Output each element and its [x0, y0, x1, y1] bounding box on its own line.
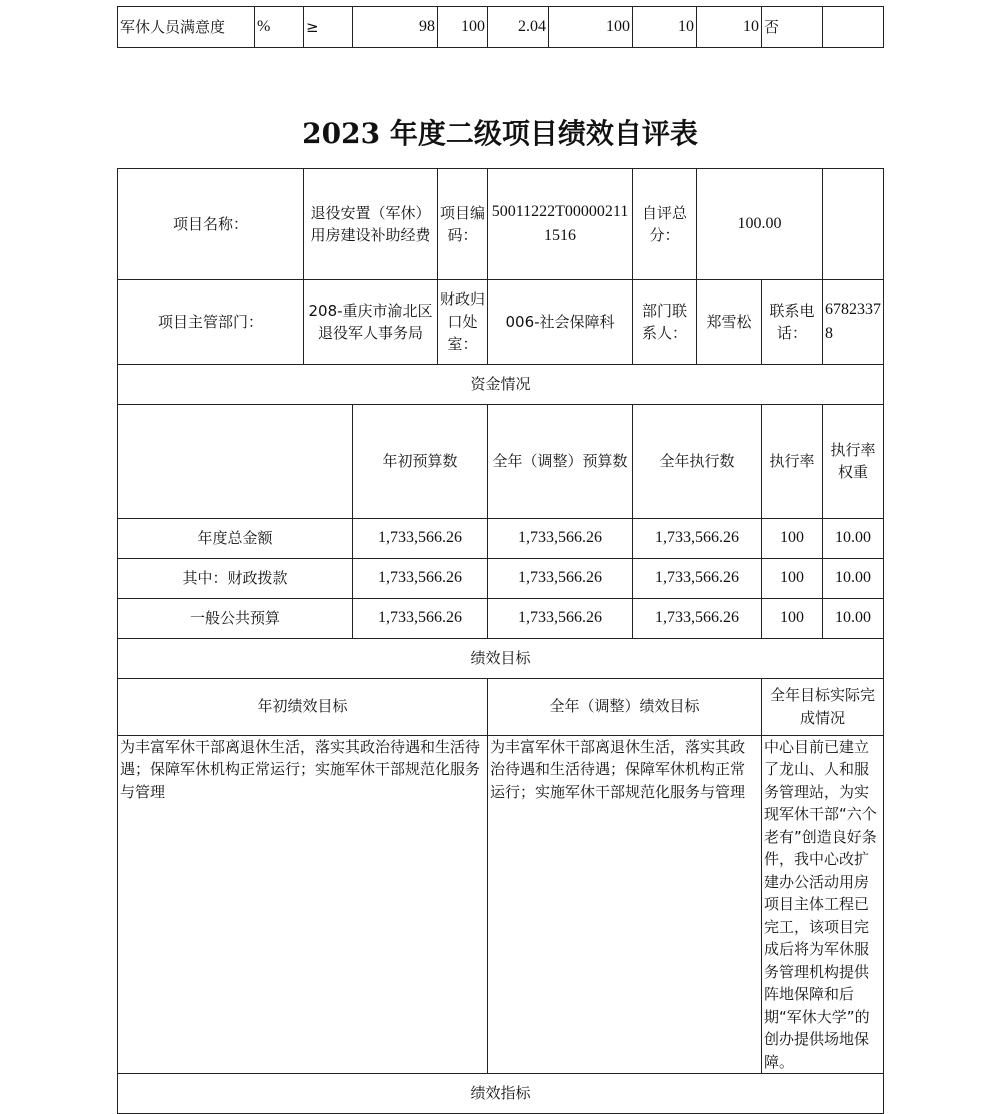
goal-header-actual: 全年目标实际完成情况 [762, 678, 884, 735]
score-value: 100.00 [697, 169, 823, 280]
goals-header-row [118, 678, 884, 735]
funds-rate: 100 [762, 558, 823, 598]
phone-value: 67823378 [823, 280, 884, 365]
funds-header-blank [118, 405, 353, 519]
header-rate: 执行率 [762, 405, 823, 519]
satisfaction-row [118, 7, 884, 48]
project-name-label: 项目名称： [118, 169, 304, 280]
funds-section-title: 资金情况 [118, 365, 884, 405]
goals-content-row [118, 735, 884, 1074]
funds-rate: 100 [762, 518, 823, 558]
indicator-unit: % [255, 7, 304, 48]
indicator-value-2: 2.04 [488, 7, 549, 48]
project-code-label: 项目编码： [438, 169, 488, 280]
funds-section-row [118, 365, 884, 405]
indicator-operator: ≥ [304, 7, 353, 48]
office-label: 财政归口处室： [438, 280, 488, 365]
dept-value: 208-重庆市渝北区退役军人事务局 [304, 280, 438, 365]
goal-initial-text: 为丰富军休干部离退休生活，落实其政治待遇和生活待遇；保障军休机构正常运行；实施军休干部规范化服务与管理 [118, 735, 488, 1074]
indicator-deviation: 否 [762, 7, 823, 48]
header-adjusted-budget: 全年（调整）预算数 [488, 405, 633, 519]
goal-header-initial: 年初绩效目标 [118, 678, 488, 735]
funds-initial: 1,733,566.26 [353, 518, 488, 558]
department-row [118, 280, 884, 365]
indicator-value-4: 10 [633, 7, 697, 48]
project-name: 退役安置（军休）用房建设补助经费 [304, 169, 438, 280]
page-title: 2023 年度二级项目绩效自评表 [302, 117, 698, 150]
contact-label: 部门联系人： [633, 280, 697, 365]
dept-label: 项目主管部门： [118, 280, 304, 365]
funds-row-label: 一般公共预算 [118, 598, 353, 638]
indicator-target: 98 [353, 7, 438, 48]
funds-weight: 10.00 [823, 518, 884, 558]
indicator-actual: 100 [438, 7, 488, 48]
header-initial-budget: 年初预算数 [353, 405, 488, 519]
funds-rate: 100 [762, 598, 823, 638]
indicator-value-3: 100 [549, 7, 633, 48]
phone-label: 联系电话： [762, 280, 823, 365]
funds-row-label: 其中：财政拨款 [118, 558, 353, 598]
funds-initial: 1,733,566.26 [353, 558, 488, 598]
goal-actual-text: 中心目前已建立了龙山、人和服务管理站，为实现军休干部“六个老有”创造良好条件，我中心改扩建办公活动用房项目主体工程已完工，该项目完成后将为军休服务管理机构提供阵地保障和后期“军休大学”的创办提供场地保障。 [762, 735, 884, 1074]
project-row [118, 169, 884, 280]
header-executed: 全年执行数 [633, 405, 762, 519]
indicators-section-title: 绩效指标 [118, 1074, 884, 1114]
goal-header-adjusted: 全年（调整）绩效目标 [488, 678, 762, 735]
funds-row [118, 558, 884, 598]
funds-executed: 1,733,566.26 [633, 518, 762, 558]
goal-adjusted-text: 为丰富军休干部离退休生活，落实其政治待遇和生活待遇；保障军休机构正常运行；实施军休干部规范化服务与管理 [488, 735, 762, 1074]
contact-value: 郑雪松 [697, 280, 762, 365]
funds-adjusted: 1,733,566.26 [488, 518, 633, 558]
self-evaluation-table [117, 168, 884, 1114]
goals-section-row [118, 638, 884, 678]
header-weight: 执行率权重 [823, 405, 884, 519]
goals-section-title: 绩效目标 [118, 638, 884, 678]
funds-row [118, 518, 884, 558]
funds-header-row [118, 405, 884, 519]
funds-adjusted: 1,733,566.26 [488, 558, 633, 598]
score-label: 自评总分： [633, 169, 697, 280]
funds-executed: 1,733,566.26 [633, 598, 762, 638]
funds-weight: 10.00 [823, 558, 884, 598]
funds-row [118, 598, 884, 638]
previous-indicator-table [117, 6, 884, 48]
funds-row-label: 年度总金额 [118, 518, 353, 558]
funds-executed: 1,733,566.26 [633, 558, 762, 598]
indicators-section-row [118, 1074, 884, 1114]
funds-weight: 10.00 [823, 598, 884, 638]
project-code: 50011222T000002111516 [488, 169, 633, 280]
empty-cell [823, 169, 884, 280]
office-value: 006-社会保障科 [488, 280, 633, 365]
funds-adjusted: 1,733,566.26 [488, 598, 633, 638]
indicator-name: 军休人员满意度 [118, 7, 255, 48]
indicator-empty [823, 7, 884, 48]
indicator-value-5: 10 [697, 7, 762, 48]
funds-initial: 1,733,566.26 [353, 598, 488, 638]
